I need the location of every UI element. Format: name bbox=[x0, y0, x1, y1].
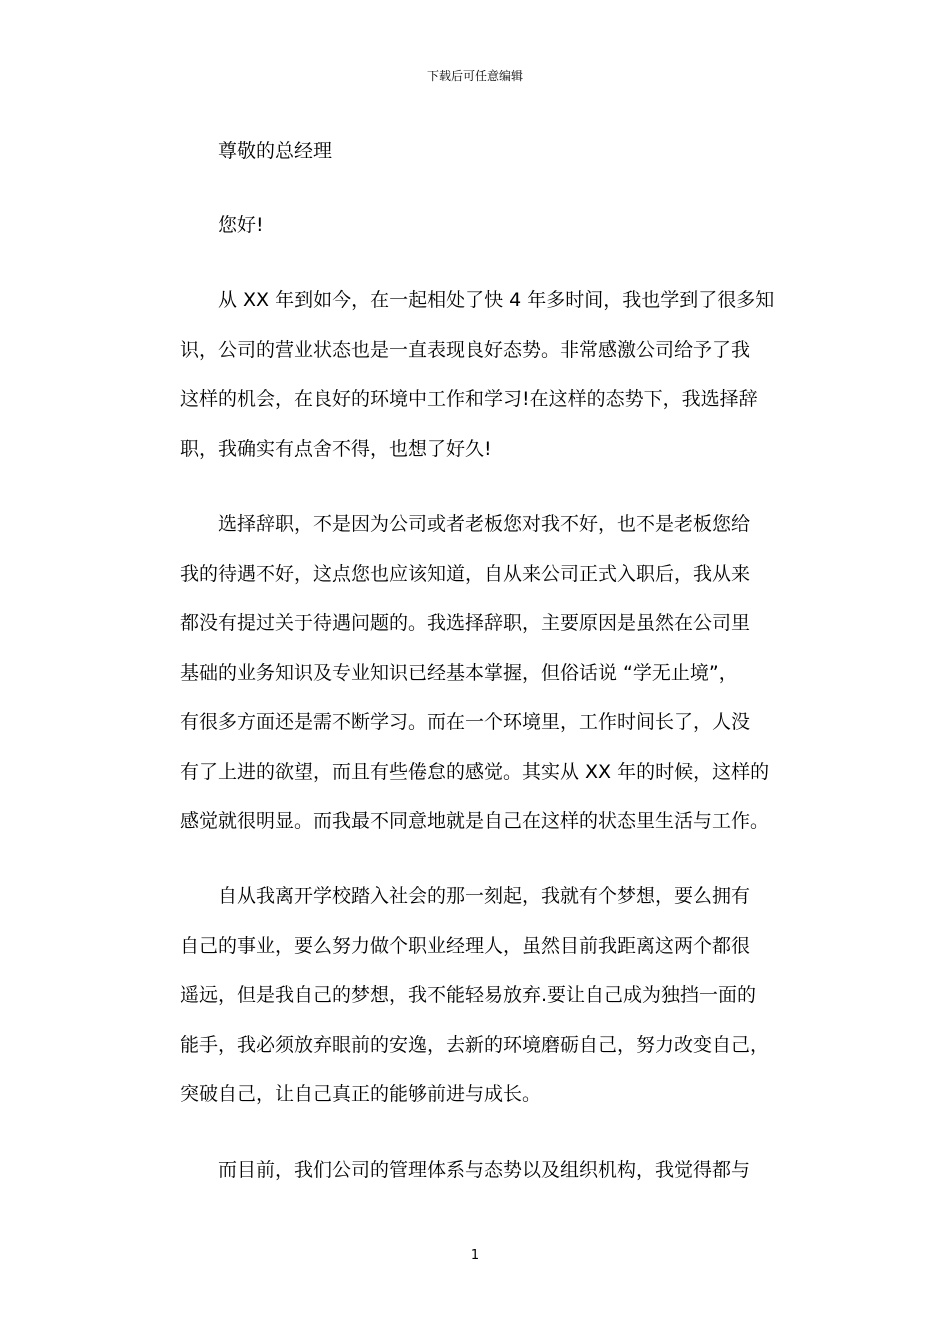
paragraph-line: 我的待遇不好，这点您也应该知道，自从来公司正式入职后，我从来 bbox=[180, 563, 751, 585]
paragraph-line: 突破自己，让自己真正的能够前进与成长。 bbox=[180, 1083, 542, 1105]
paragraph-line: 而目前，我们公司的管理体系与态势以及组织机构，我觉得都与 bbox=[218, 1159, 751, 1181]
greeting: 您好! bbox=[218, 214, 264, 236]
paragraph-line: 都没有提过关于待遇问题的。我选择辞职，主要原因是虽然在公司里 bbox=[180, 612, 751, 634]
paragraph-line: 能手，我必须放弃眼前的安逸，去新的环境磨砺自己，努力改变自己， bbox=[180, 1034, 770, 1056]
paragraph-line: 选择辞职，不是因为公司或者老板您对我不好，也不是老板您给 bbox=[218, 513, 751, 535]
paragraph-line: 有很多方面还是需不断学习。而在一个环境里，工作时间长了，人没 bbox=[180, 711, 751, 733]
salutation: 尊敬的总经理 bbox=[218, 140, 333, 162]
paragraph-line: 有了上进的欲望，而且有些倦怠的感觉。其实从 XX 年的时候，这样的 bbox=[180, 761, 770, 783]
paragraph-line: 识，公司的营业状态也是一直表现良好态势。非常感激公司给予了我 bbox=[180, 339, 751, 361]
paragraph-line: 基础的业务知识及专业知识已经基本掌握，但俗话说 “学无止境”， bbox=[180, 662, 738, 684]
paragraph-line: 感觉就很明显。而我最不同意地就是自己在这样的状态里生活与工作。 bbox=[180, 810, 770, 832]
page-header-note: 下载后可任意编辑 bbox=[426, 69, 523, 83]
page-number: 1 bbox=[470, 1248, 480, 1263]
paragraph-line: 遥远，但是我自己的梦想，我不能轻易放弃.要让自己成为独挡一面的 bbox=[180, 984, 757, 1006]
paragraph-line: 这样的机会，在良好的环境中工作和学习!在这样的态势下，我选择辞 bbox=[180, 388, 758, 410]
paragraph-line: 自从我离开学校踏入社会的那一刻起，我就有个梦想，要么拥有 bbox=[218, 885, 751, 907]
paragraph-line: 职，我确实有点舍不得，也想了好久! bbox=[180, 438, 492, 460]
paragraph-line: 自己的事业，要么努力做个职业经理人，虽然目前我距离这两个都很 bbox=[180, 935, 751, 957]
paragraph-line: 从 XX 年到如今，在一起相处了快 4 年多时间，我也学到了很多知 bbox=[218, 289, 775, 311]
